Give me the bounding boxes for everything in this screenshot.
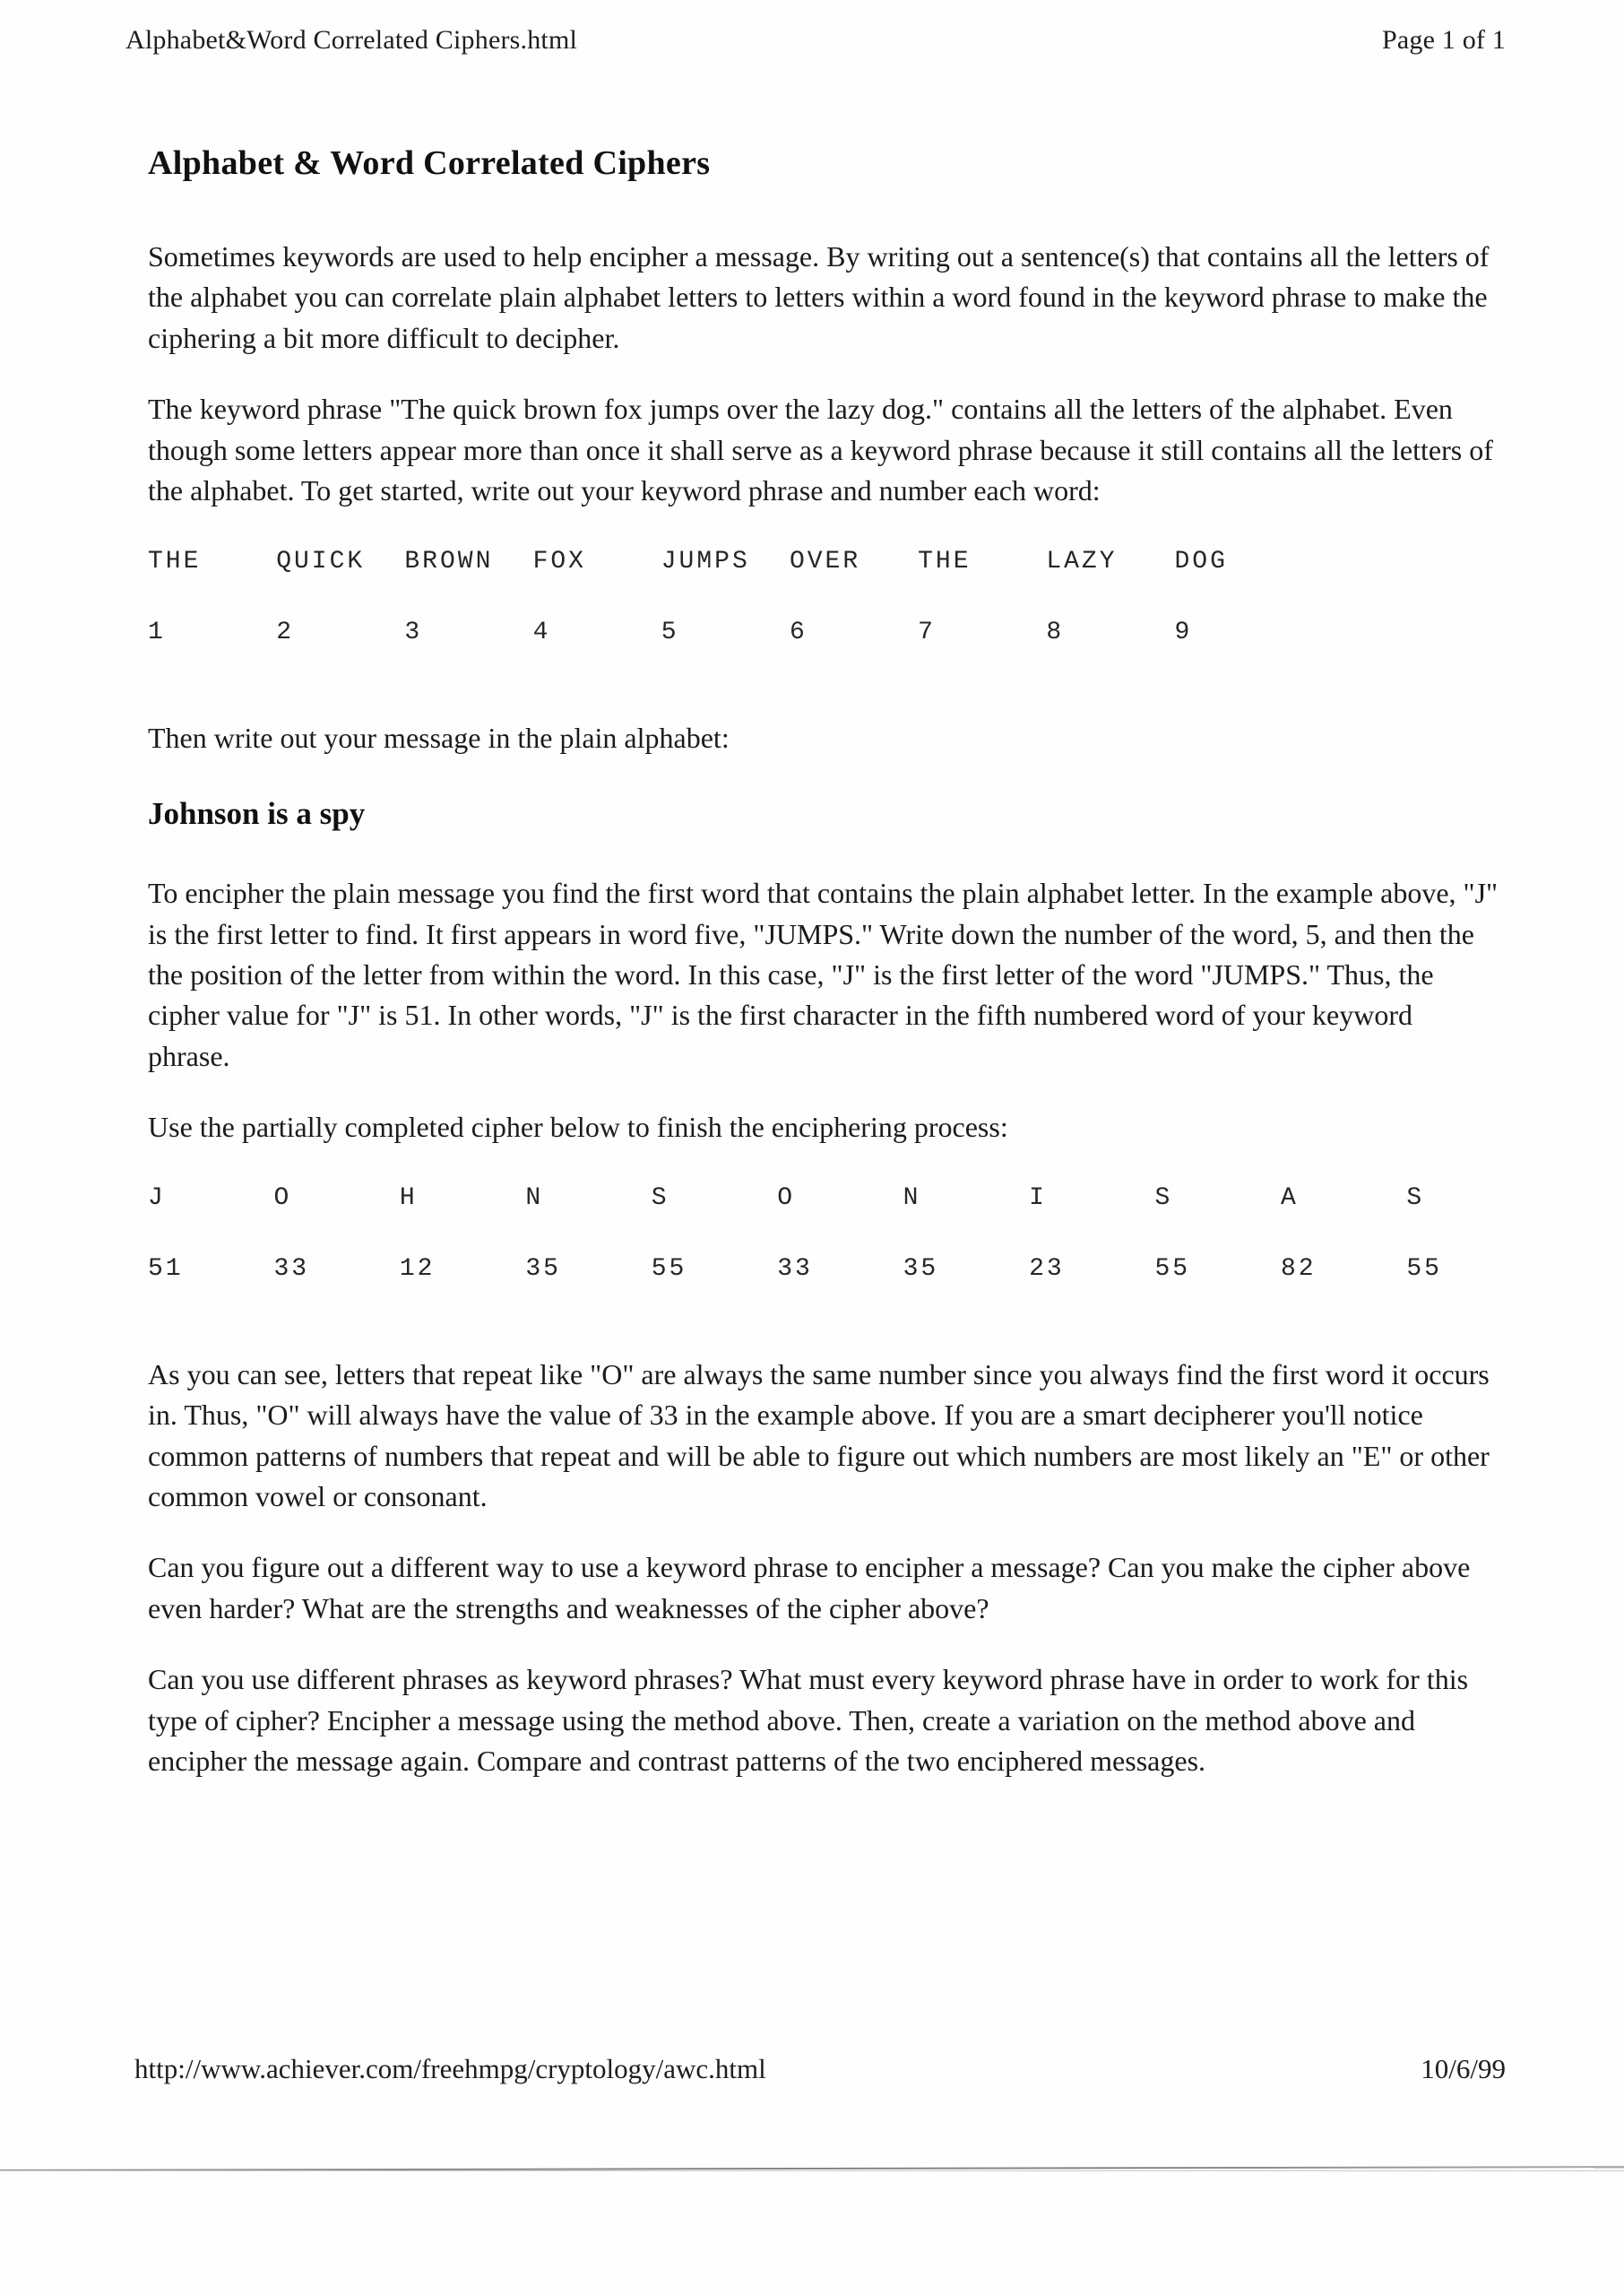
partial-cipher-table xyxy=(148,1184,1533,1283)
spacer xyxy=(148,1324,1501,1355)
cipher-value: 33 xyxy=(273,1254,310,1283)
header-page-indicator: Page 1 of 1 xyxy=(1381,25,1506,55)
repeating-letters-paragraph: As you can see, letters that repeat like "O" are always the same number since you always find the first word it occurs in. Thus, "O" will always have the value of 33 in the example above. If you are a smart decipherer you'll notice common patterns of numbers that repeat and will be able to figure out which numbers are most likely an "E" or other common vowel or consonant. xyxy=(148,1357,1490,1512)
cipher-values-row xyxy=(148,1255,1533,1283)
cipher-value: 35 xyxy=(525,1254,561,1283)
keyword-word: FOX xyxy=(532,547,586,576)
cipher-value: 51 xyxy=(148,1254,184,1283)
keyword-numbering-table xyxy=(148,548,1304,646)
keyword-number: 6 xyxy=(789,618,808,646)
cipher-letter: S xyxy=(651,1183,669,1212)
keyword-number: 4 xyxy=(532,618,551,646)
keyword-number: 2 xyxy=(276,618,294,646)
write-message-line: Then write out your message in the plain alphabet: xyxy=(148,721,730,754)
footer-date: 10/6/99 xyxy=(1421,2053,1506,2084)
cipher-letter: H xyxy=(399,1183,418,1212)
cipher-letter: A xyxy=(1280,1183,1299,1212)
question-paragraph-two: Can you use different phrases as keyword phrases? What must every keyword phrase have in order to work for this type of cipher? Encipher a message using the method above. Then, create a variation on the method above and encipher the message again. Compare and contrast patterns of the two enciphered messages. xyxy=(148,1663,1469,1778)
keyword-word: THE xyxy=(148,547,202,576)
cipher-letter: O xyxy=(777,1183,795,1212)
footer-url: http://www.achiever.com/freehmpg/cryptology/awc.html xyxy=(134,2053,766,2084)
partial-cipher-line: Use the partially completed cipher below to finish the enciphering process: xyxy=(148,1111,1008,1144)
cipher-value: 23 xyxy=(1029,1254,1065,1283)
cipher-value: 12 xyxy=(399,1254,436,1283)
cipher-letter: O xyxy=(273,1183,292,1212)
cipher-value: 55 xyxy=(1154,1254,1191,1283)
document-content xyxy=(148,143,1501,1813)
keyword-number: 3 xyxy=(404,618,423,646)
cipher-letter: I xyxy=(1029,1183,1047,1212)
running-footer xyxy=(134,2053,1506,2085)
cipher-value: 35 xyxy=(903,1254,939,1283)
scan-edge-shadow xyxy=(0,2170,1624,2171)
keyword-word: LAZY xyxy=(1046,547,1118,576)
cipher-letter: N xyxy=(525,1183,544,1212)
intro-paragraph: Sometimes keywords are used to help encipher a message. By writing out a sentence(s) that contains all the letters of the alphabet you can correlate plain alphabet letters to letters within a word found in the keyword phrase to make the ciphering a bit more difficult to decipher. xyxy=(148,240,1490,354)
cipher-value: 55 xyxy=(1406,1254,1442,1283)
cipher-value: 33 xyxy=(777,1254,813,1283)
cipher-letter: S xyxy=(1406,1183,1425,1212)
plain-message-heading: Johnson is a spy xyxy=(148,796,366,832)
keyword-word: OVER xyxy=(789,547,861,576)
keyword-word: QUICK xyxy=(276,547,366,576)
running-header xyxy=(125,25,1506,56)
keyword-number: 5 xyxy=(661,618,679,646)
keyword-phrase-paragraph: The keyword phrase "The quick brown fox jumps over the lazy dog." contains all the letters of the alphabet. Even though some letters appear more than once it shall serve as a keyword phrase because it still contains all the letters of the alphabet. To get started, write out your keyword phrase and number each word: xyxy=(148,393,1493,507)
keyword-number: 9 xyxy=(1174,618,1193,646)
cipher-value: 82 xyxy=(1280,1254,1317,1283)
spacer xyxy=(148,688,1501,718)
keyword-number: 1 xyxy=(148,618,166,646)
keyword-word: DOG xyxy=(1174,547,1228,576)
question-paragraph-one: Can you figure out a different way to use a keyword phrase to encipher a message? Can you make the cipher above even harder? What are the strengths and weaknesses of the cipher above? xyxy=(148,1551,1471,1624)
cipher-value: 55 xyxy=(651,1254,687,1283)
page-title: Alphabet & Word Correlated Ciphers xyxy=(148,144,711,182)
keyword-words-row xyxy=(148,548,1304,576)
cipher-letter: J xyxy=(148,1183,166,1212)
keyword-number: 7 xyxy=(918,618,936,646)
keyword-number: 8 xyxy=(1046,618,1065,646)
header-filename: Alphabet&Word Correlated Ciphers.html xyxy=(125,25,578,55)
cipher-letter: N xyxy=(903,1183,921,1212)
keyword-word: JUMPS xyxy=(661,547,750,576)
cipher-letter: S xyxy=(1154,1183,1173,1212)
keyword-numbers-row xyxy=(148,619,1304,646)
keyword-word: BROWN xyxy=(404,547,494,576)
keyword-word: THE xyxy=(918,547,972,576)
cipher-letters-row xyxy=(148,1184,1533,1212)
encipher-instructions-paragraph: To encipher the plain message you find the first word that contains the plain alphabet letter. In the example above, "J" is the first letter to find. It first appears in word five, "JUMPS." Write down the number of the word, 5, and then the the position of the letter from within the word. In this case, "J" is the first letter of the word "JUMPS." Thus, the cipher value for "J" is 51. In other words, "J" is the first character in the fifth numbered word of your keyword phrase. xyxy=(148,877,1499,1072)
